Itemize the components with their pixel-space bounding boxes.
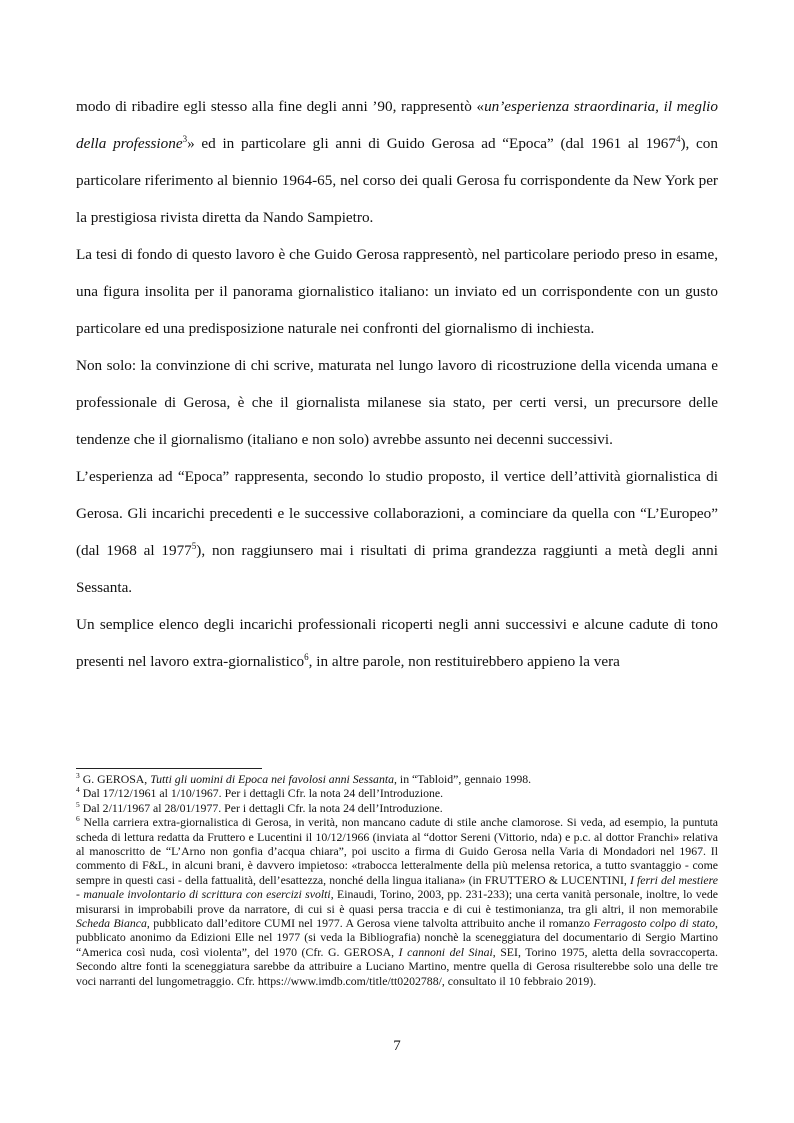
footnote-4 [76,786,718,800]
text-run: Dal 17/12/1961 al 1/10/1967. Per i dettagli Cfr. la nota 24 dell’Introduzione. [79,786,444,801]
text-run: G. GEROSA, [79,772,151,786]
text-run: Nella carriera extra-giornalistica di Gerosa, in verità, non mancano cadute di stile anche clamorose. Si veda, ad esempio, la puntuta scheda di lettura redatta da Fruttero e Lucentini il 10/12/1966 (inviata al “dottor Sereni (Vittorio, nda) e p.c. al dottor Franchi» relativa al manoscritto de “L’Arno non gonfia d’acqua chiara”, poi uscito a firma di Guido Gerosa nella Varia di Mondadori nel 1967. Il commento di F&L, in alcuni brani, è davvero impietoso: «trabocca letteralmente della più melensa retorica, a tutto svantaggio - come sempre in questi casi - della fattualità, dell’esattezza, nonché della lingua italiana» (in FRUTTERO & LUCENTINI, [76,815,718,887]
footnote-ref-3[interactable]: 3 [182,133,188,144]
paragraph-4 [76,458,718,606]
text-run: Dal 2/11/1967 al 28/01/1977. Per i dettagli Cfr. la nota 24 dell’Introduzione. [79,800,443,815]
title-italic: I ferri del mestiere - manuale involontario di scrittura con esercizi svolti [76,872,719,902]
text-run: , pubblicato anonimo da Edizioni Elle nel 1977 (si veda la Bibliografia) nonchè la sceneggiatura del documentario di Sergio Martino “America così nuda, così violenta”, del 1970 (Cfr. G. GEROSA, [76,916,718,959]
footnote-number: 4 [76,785,80,795]
footnote-number: 5 [76,799,80,809]
title-italic: Tutti gli uomini di Epoca nei favolosi anni Sessanta [150,772,395,786]
text-run: Un semplice elenco degli incarichi professionali ricoperti negli anni successivi e alcune cadute di tono presenti nel lavoro extra-giornalistico [76,616,718,670]
footnote-separator [76,768,262,769]
text-run: , in altre parole, non restituirebbero appieno la vera [308,653,620,670]
text-run: , Einaudi, Torino, 2003, pp. 231-233); una certa vanità personale, inoltre, lo vede misurarsi in improbabili prove da narratore, di cui si è quasi persa traccia e di cui è testimonianza, tra gli altri, il non memorabile [76,887,718,916]
footnote-5 [76,801,718,815]
quote-italic: un’esperienza straordinaria, il meglio della professione [76,98,718,152]
footnote-number: 3 [76,771,80,781]
page-number: 7 [393,1038,401,1054]
text-run: , pubblicato dall’editore CUMI nel 1977. A Gerosa viene talvolta attribuito anche il romanzo [146,916,594,931]
text-run: L’esperienza ad “Epoca” rappresenta, secondo lo studio proposto, il vertice dell’attività giornalistica di Gerosa. Gli incarichi precedenti e le successive collaborazioni, a cominciare da quella con “L’Europeo” (dal 1968 al 1977 [76,468,718,559]
paragraph-1 [76,88,718,236]
footnote-ref-5[interactable]: 5 [191,540,197,551]
title-italic: Ferragosto colpo di stato [593,916,716,931]
paragraph-5 [76,606,718,680]
text-run: » ed in particolare gli anni di Guido Gerosa ad “Epoca” (dal 1961 al 1967 [187,135,676,152]
title-italic: Scheda Bianca [76,916,147,931]
text-run: ), con particolare riferimento al biennio 1964-65, nel corso dei quali Gerosa fu corrispondente da New York per la prestigiosa rivista diretta da Nando Sampietro. [76,135,718,226]
text-run: , SEI, Torino 1975, aletta della sovraccoperta. Secondo altre fonti la sceneggiatura sarebbe da attribuire a Luciano Martino, mentre quella di Gerosa risulterebbe solo una delle tre voci narranti del lungometraggio. Cfr. https://www.imdb.com/title/tt0202788/, consultato il 10 febbraio 2019). [76,944,718,988]
footnotes [76,772,718,988]
footnote-number: 6 [76,814,80,824]
paragraph-2: La tesi di fondo di questo lavoro è che Guido Gerosa rappresentò, nel particolare periodo preso in esame, una figura insolita per il panorama giornalistico italiano: un inviato ed un corrispondente con un gusto particolare ed una predisposizione naturale nei confronti del giornalismo di inchiesta. [76,246,718,337]
text-run: modo di ribadire egli stesso alla fine degli anni ’90, rappresentò « [76,98,485,115]
footnote-6 [76,815,718,988]
text-run: ), non raggiunsero mai i risultati di prima grandezza raggiunti a metà degli anni Sessanta. [76,542,718,596]
footnote-ref-4[interactable]: 4 [675,133,681,144]
footnote-3 [76,772,718,786]
paragraph-3: Non solo: la convinzione di chi scrive, maturata nel lungo lavoro di ricostruzione della vicenda umana e professionale di Gerosa, è che il giornalista milanese sia stato, per certi versi, un precursore delle tendenze che il giornalismo (italiano e non solo) avrebbe assunto nei decenni successivi. [76,357,718,448]
footnote-ref-6[interactable]: 6 [304,651,309,662]
text-run: , in “Tabloid”, gennaio 1998. [394,772,532,786]
title-italic: I cannoni del Sinai [398,944,493,959]
body-text [76,88,718,680]
